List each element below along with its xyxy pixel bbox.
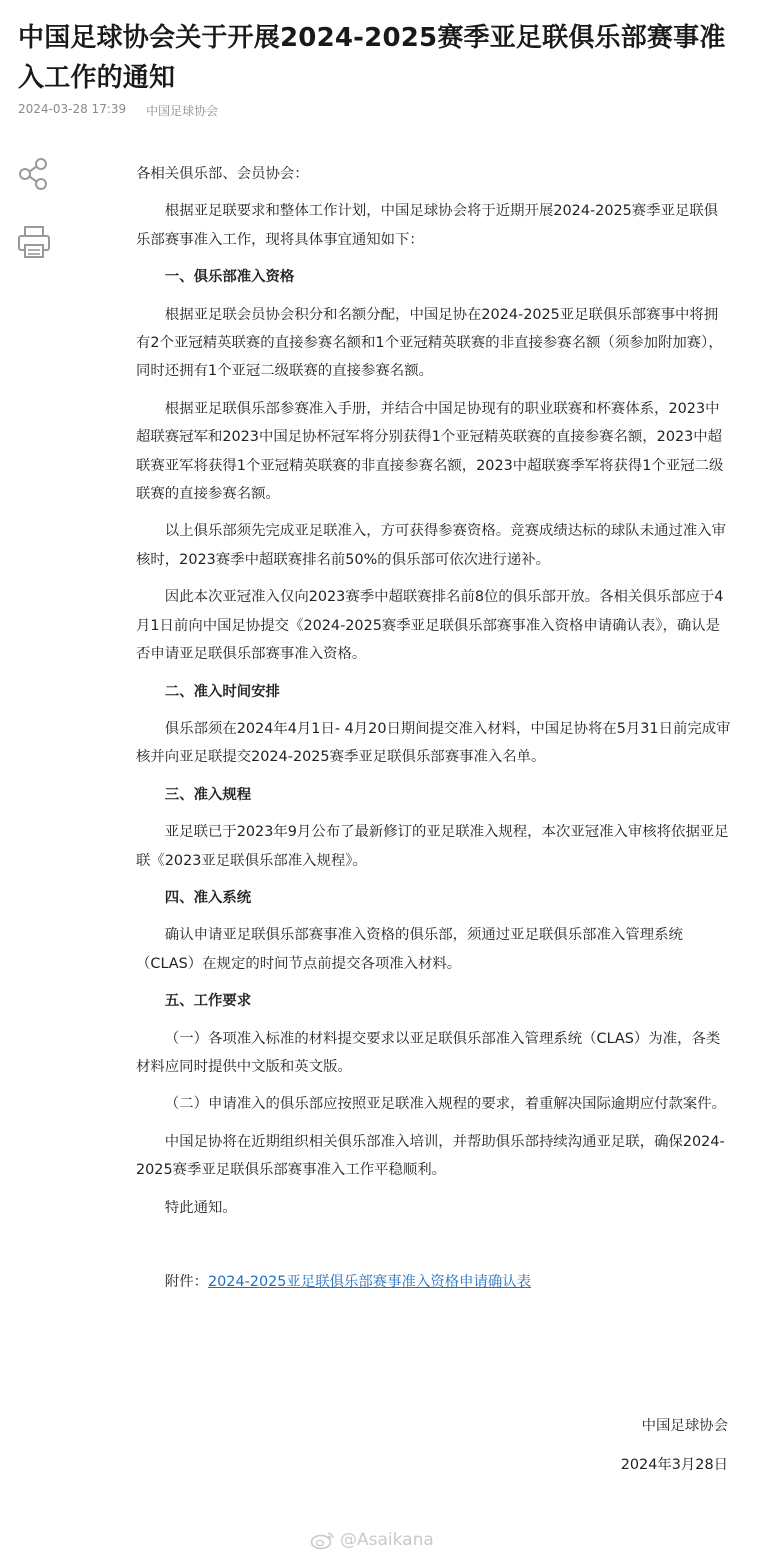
section-heading: 三、准入规程: [164, 786, 252, 803]
section-heading: 一、俱乐部准入资格: [164, 269, 295, 286]
paragraph: 亚足联已于2023年9月公布了最新修订的亚足联准入规程，本次亚冠准入审核将依据亚足联《2023亚足联俱乐部准入规程》。: [136, 824, 729, 869]
paragraph: 以上俱乐部须先完成亚足联准入，方可获得参赛资格。竞赛成绩达标的球队未通过准入审核时，2023赛季中超联赛排名前50%的俱乐部可依次进行递补。: [136, 523, 727, 568]
page-title: 中国足球协会关于开展2024-2025赛季亚足联俱乐部赛事准入工作的通知: [18, 23, 726, 93]
greeting: 各相关俱乐部、会员协会：: [136, 166, 309, 182]
paragraph: 因此本次亚冠准入仅向2023赛季中超联赛排名前8位的俱乐部开放。各相关俱乐部应于4月1日前向中国足协提交《2024-2025赛季亚足联俱乐部赛事准入资格申请确认表》，确认是否申请亚足联俱乐部赛事准入资格。: [136, 589, 724, 663]
section-heading: 五、工作要求: [164, 993, 252, 1010]
article-body: [136, 160, 732, 1305]
attachment-link[interactable]: 2024-2025亚足联俱乐部赛事准入资格申请确认表: [207, 1274, 532, 1290]
paragraph: （一）各项准入标准的材料提交要求以亚足联俱乐部准入管理系统（CLAS）为准，各类材料应同时提供中文版和英文版。: [136, 1030, 721, 1075]
share-icon[interactable]: [16, 156, 52, 192]
closing-paragraph: 中国足协将在近期组织相关俱乐部准入培训，并帮助俱乐部持续沟通亚足联，确保2024-2025赛季亚足联俱乐部赛事准入工作平稳顺利。: [136, 1133, 725, 1179]
article-meta: [18, 102, 218, 119]
publish-datetime: 2024-03-28 17:39: [18, 102, 127, 116]
weibo-icon: [310, 1530, 336, 1550]
signature-date: 2024年3月28日: [620, 1457, 728, 1473]
watermark: [310, 1530, 434, 1550]
watermark-text: @Asaikana: [340, 1530, 434, 1550]
paragraph: 俱乐部须在2024年4月1日- 4月20日期间提交准入材料，中国足协将在5月31日前完成审核并向亚足联提交2024-2025赛季亚足联俱乐部赛事准入名单。: [136, 720, 731, 766]
intro-paragraph: 根据亚足联要求和整体工作计划，中国足球协会将于近期开展2024-2025赛季亚足联俱乐部赛事准入工作，现将具体事宜通知如下：: [136, 203, 719, 248]
paragraph: （二）申请准入的俱乐部应按照亚足联准入规程的要求，着重解决国际逾期应付款案件。: [164, 1096, 727, 1113]
attachment-label: 附件：: [164, 1274, 208, 1290]
signature-org: 中国足球协会: [641, 1418, 728, 1434]
article-toolbar: [16, 156, 52, 292]
notice-line: 特此通知。: [164, 1199, 237, 1216]
print-icon[interactable]: [16, 224, 52, 260]
paragraph: 确认申请亚足联俱乐部赛事准入资格的俱乐部，须通过亚足联俱乐部准入管理系统（CLAS）在规定的时间节点前提交各项准入材料。: [136, 927, 683, 972]
paragraph: 根据亚足联会员协会积分和名额分配，中国足协在2024-2025亚足联俱乐部赛事中将拥有2个亚冠精英联赛的直接参赛名额和1个亚冠精英联赛的非直接参赛名额（须参加附加赛），同时还拥有1个亚冠二级联赛的直接参赛名额。: [136, 306, 723, 380]
article-source: 中国足球协会: [146, 104, 219, 118]
attachment-line: [136, 1268, 732, 1296]
section-heading: 二、准入时间安排: [164, 683, 280, 700]
paragraph: 根据亚足联俱乐部参赛准入手册，并结合中国足协现有的职业联赛和杯赛体系，2023中超联赛冠军和2023中国足协杯冠军将分别获得1个亚冠精英联赛的直接参赛名额，2023中超联赛亚军将获得1个亚冠精英联赛的非直接参赛名额，2023中超联赛季军将获得1个亚冠二级联赛的直接参赛名额。: [136, 400, 724, 503]
section-heading: 四、准入系统: [164, 889, 252, 906]
